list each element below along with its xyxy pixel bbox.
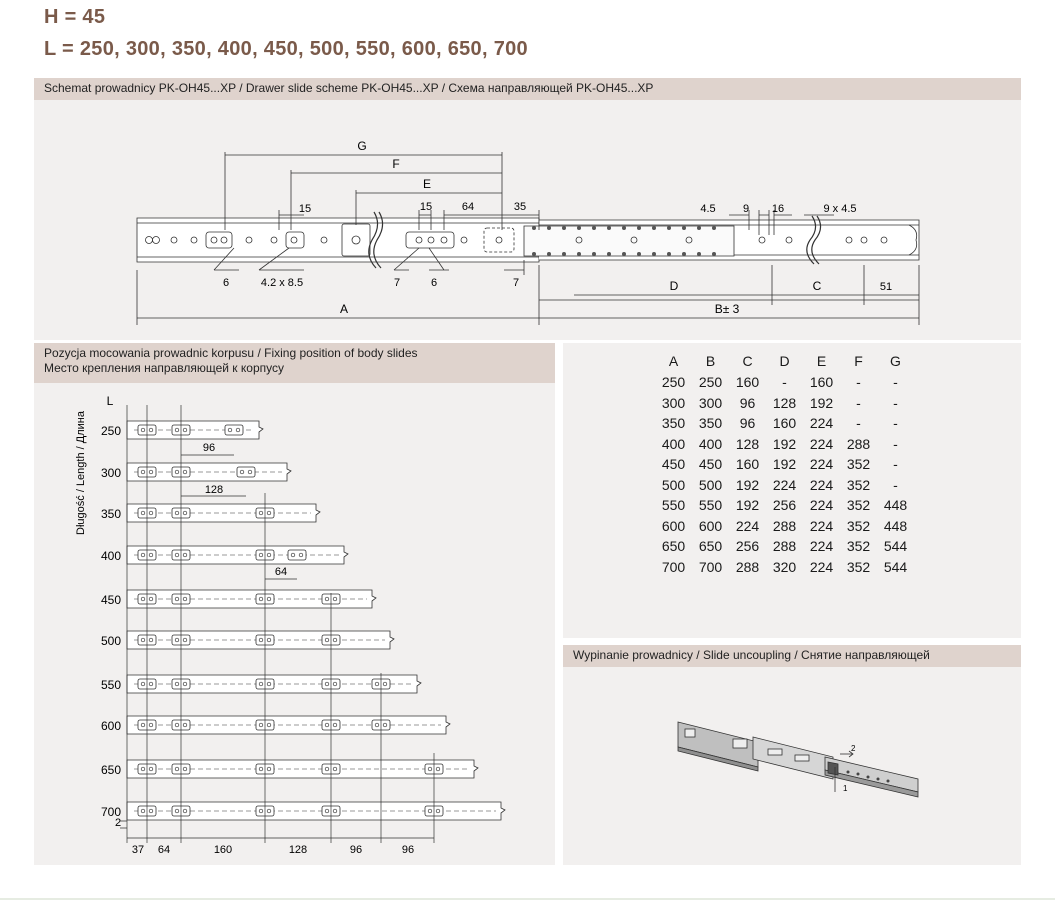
table-cell: 160	[735, 456, 760, 473]
dim-label-b: B± 3	[714, 302, 740, 316]
table-cell: 448	[883, 517, 908, 534]
length-label-500: 500	[100, 634, 121, 648]
table-header-a: A	[668, 353, 679, 369]
table-cell: 300	[698, 394, 723, 411]
table-cell: -	[893, 476, 898, 493]
table-cell: 224	[772, 476, 797, 493]
dim-label-c: C	[812, 279, 822, 293]
dim-2: 2	[114, 817, 122, 829]
table-cell: -	[856, 394, 861, 411]
table-cell: 192	[809, 394, 834, 411]
table-row	[655, 434, 914, 455]
slide-uncoupling-panel	[563, 645, 1021, 865]
table-cell: 352	[846, 456, 871, 473]
table-cell: 288	[772, 538, 797, 555]
fixing-title-line1: Pozycja mocowania prowadnic korpusu / Fixing position of body slides	[44, 346, 418, 360]
dim-label-7b: 7	[512, 277, 520, 289]
table-cell: -	[893, 456, 898, 473]
table-cell: 224	[809, 497, 834, 514]
table-cell: 160	[772, 415, 797, 432]
table-cell: 350	[698, 415, 723, 432]
uncouple-step-1: 1	[843, 784, 848, 793]
bottom-dim-128: 128	[288, 844, 308, 856]
table-row	[655, 516, 914, 537]
table-row	[655, 536, 914, 557]
length-label-700: 700	[100, 805, 121, 819]
table-cell: 600	[661, 517, 686, 534]
table-header-g: G	[890, 353, 901, 369]
table-cell: 224	[809, 435, 834, 452]
table-cell: 224	[809, 476, 834, 493]
bottom-dim-160: 160	[213, 844, 233, 856]
table-cell: 256	[735, 538, 760, 555]
table-row	[655, 495, 914, 516]
dim-label-7a: 7	[393, 277, 401, 289]
dim-64: 64	[274, 566, 288, 578]
table-cell: 250	[661, 374, 686, 391]
fixing-position-panel	[34, 343, 555, 865]
slide-uncoupling-illustration	[563, 667, 1021, 865]
table-cell: 224	[809, 517, 834, 534]
dim-label-a: A	[339, 302, 349, 316]
table-cell: 500	[698, 476, 723, 493]
fixing-title-line2: Место крепления направляющей к корпусу	[44, 361, 284, 375]
table-row	[655, 393, 914, 414]
table-cell: 224	[809, 415, 834, 432]
dim-label-9x4-5: 9 x 4.5	[823, 203, 857, 215]
table-cell: 350	[661, 415, 686, 432]
table-cell: 160	[735, 374, 760, 391]
table-cell: 650	[698, 538, 723, 555]
table-cell: 192	[772, 456, 797, 473]
dim-128: 128	[204, 484, 224, 496]
table-cell: 650	[661, 538, 686, 555]
dim-label-51: 51	[879, 281, 893, 293]
dim-label-f: F	[392, 157, 400, 171]
table-cell: 288	[772, 517, 797, 534]
table-cell: 288	[846, 435, 871, 452]
mount-hole	[225, 425, 243, 435]
dim-label-4-5: 4.5	[700, 203, 716, 215]
table-cell: -	[893, 435, 898, 452]
dimension-table	[655, 350, 914, 577]
table-cell: 192	[735, 497, 760, 514]
table-cell: -	[782, 374, 787, 391]
table-cell: 256	[772, 497, 797, 514]
table-cell: 288	[735, 558, 760, 575]
dim-label-35: 35	[513, 201, 527, 213]
length-label-600: 600	[100, 719, 121, 733]
table-cell: 128	[735, 435, 760, 452]
table-cell: 224	[809, 558, 834, 575]
slide-uncoupling-title: Wypinanie prowadnicy / Slide uncoupling / Снятие направляющей	[563, 645, 1021, 667]
table-row	[655, 557, 914, 578]
table-header-e: E	[816, 353, 827, 369]
table-cell: 400	[698, 435, 723, 452]
table-cell: -	[893, 394, 898, 411]
dim-label-6b: 6	[430, 277, 438, 289]
bottom-dim-37: 37	[131, 844, 145, 856]
table-cell: -	[893, 374, 898, 391]
dim-label-16: 16	[771, 203, 785, 215]
table-cell: 450	[661, 456, 686, 473]
bottom-dim-96: 96	[401, 844, 415, 856]
table-cell: 224	[809, 538, 834, 555]
table-cell: 352	[846, 538, 871, 555]
table-cell: 500	[661, 476, 686, 493]
dim-label-64: 64	[461, 201, 475, 213]
table-row	[655, 475, 914, 496]
table-cell: 700	[661, 558, 686, 575]
height-spec: H = 45	[44, 6, 106, 28]
table-cell: 700	[698, 558, 723, 575]
dim-label-e: E	[422, 177, 432, 191]
mount-hole	[237, 467, 255, 477]
table-header-c: C	[742, 353, 753, 369]
dim-label-4-2x8-5: 4.2 x 8.5	[260, 277, 304, 289]
length-spec: L = 250, 300, 350, 400, 450, 500, 550, 600, 650, 700	[44, 38, 528, 60]
uncouple-step-2: 2	[851, 744, 856, 753]
table-cell: 320	[772, 558, 797, 575]
table-header-f: F	[854, 353, 863, 369]
slide-scheme-title: Schemat prowadnicy PK-OH45...XP / Drawer slide scheme PK-OH45...XP / Схема направляющей PK-OH45...XP	[34, 78, 1021, 100]
table-cell: -	[893, 415, 898, 432]
dim-label-g: G	[357, 139, 367, 153]
table-cell: 448	[883, 497, 908, 514]
dim-label-9: 9	[742, 203, 750, 215]
table-header-b: B	[705, 353, 716, 369]
table-cell: 128	[772, 394, 797, 411]
length-label-650: 650	[100, 763, 121, 777]
dimension-table-header	[655, 350, 914, 372]
dim-label-15a: 15	[298, 203, 312, 215]
bottom-dim-64: 64	[157, 844, 171, 856]
table-cell: 352	[846, 476, 871, 493]
table-cell: 544	[883, 558, 908, 575]
length-label-550: 550	[100, 678, 121, 692]
dim-label-d: D	[669, 279, 679, 293]
table-cell: 250	[698, 374, 723, 391]
table-header-d: D	[779, 353, 790, 369]
table-cell: -	[856, 374, 861, 391]
dimension-table-panel	[563, 343, 1021, 638]
table-cell: 192	[735, 476, 760, 493]
slide-scheme-drawing	[34, 100, 1021, 340]
fixing-position-title	[34, 343, 555, 383]
table-cell: 352	[846, 558, 871, 575]
table-cell: -	[856, 415, 861, 432]
table-cell: 160	[809, 374, 834, 391]
table-cell: 224	[735, 517, 760, 534]
table-row	[655, 372, 914, 393]
length-axis-L: L	[106, 394, 114, 408]
table-cell: 352	[846, 497, 871, 514]
table-cell: 550	[698, 497, 723, 514]
fixing-position-drawing	[34, 383, 555, 865]
dim-label-6a: 6	[222, 277, 230, 289]
table-cell: 450	[698, 456, 723, 473]
length-label-450: 450	[100, 593, 121, 607]
table-row	[655, 413, 914, 434]
bottom-dim-96: 96	[349, 844, 363, 856]
table-cell: 96	[739, 394, 756, 411]
table-cell: 544	[883, 538, 908, 555]
table-cell: 300	[661, 394, 686, 411]
table-cell: 400	[661, 435, 686, 452]
table-cell: 600	[698, 517, 723, 534]
mount-hole	[288, 550, 306, 560]
length-label-400: 400	[100, 549, 121, 563]
table-cell: 192	[772, 435, 797, 452]
table-cell: 96	[739, 415, 756, 432]
slide-scheme-panel	[34, 78, 1021, 340]
length-label-300: 300	[100, 466, 121, 480]
footer-divider	[0, 898, 1055, 900]
dim-label-15b: 15	[419, 201, 433, 213]
table-cell: 550	[661, 497, 686, 514]
dim-96-top: 96	[202, 442, 216, 454]
table-row	[655, 454, 914, 475]
length-label-350: 350	[100, 507, 121, 521]
table-cell: 352	[846, 517, 871, 534]
length-label-250: 250	[100, 424, 121, 438]
table-cell: 224	[809, 456, 834, 473]
length-axis-label: Długość / Length / Длина	[75, 411, 87, 535]
